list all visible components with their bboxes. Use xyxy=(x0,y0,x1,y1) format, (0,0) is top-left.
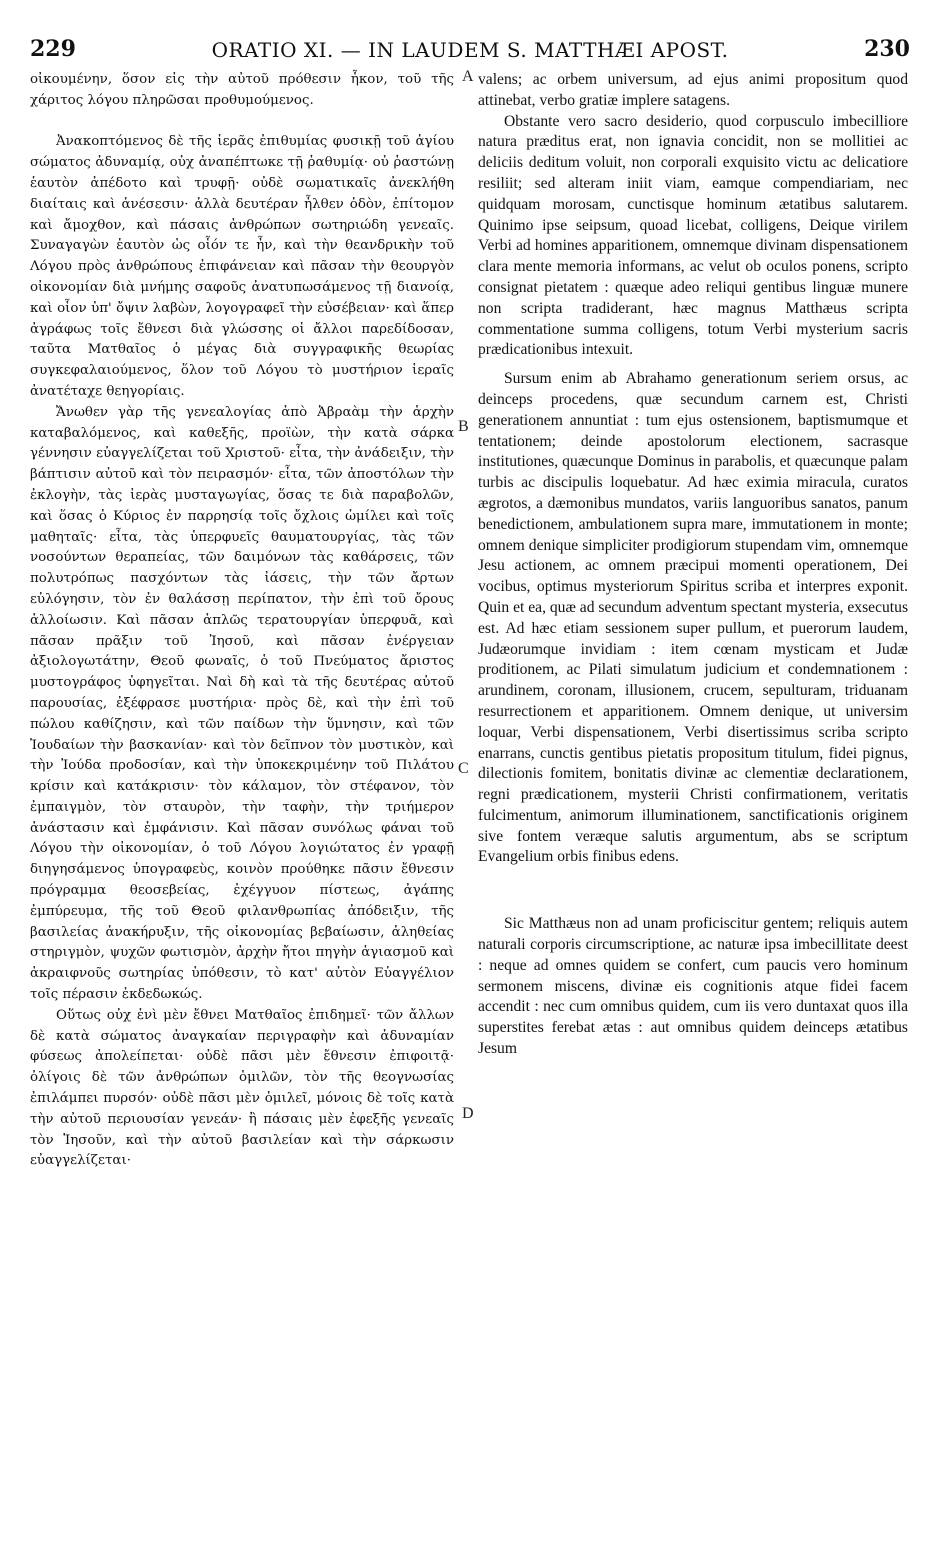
running-title: ORATIO XI. — IN LAUDEM S. MATTHÆI APOST. xyxy=(211,38,729,62)
margin-marker-c: C xyxy=(458,760,469,777)
page-number-right: 230 xyxy=(864,36,910,62)
greek-paragraph-2: Ἀνακοπτόμενος δὲ τῆς ἱερᾶς ἐπιθυμίας φυσικῇ τοῦ ἁγίου σώματος ἀδυναμίᾳ, οὐχ ἀναπέπτωκε τῇ ῥαθυμίᾳ· οὐ ῥαστώνῃ ἑαυτὸν ἀπέδοτο καὶ τρυφῇ· οὐδὲ σωματικαῖς ἀνεκλήθη διαίταις καὶ ἀνέσεσιν· ἀλλὰ δευτέραν ἦλθεν ὁδὸν, ἐπίτομον καὶ ἄμοχθον, καὶ πάσαις ἀνθρώπων σωτηριώδη γενεαῖς. Συναγαγὼν ἑαυτὸν ὡς οἷόν τε ἦν, καὶ τὴν θεανδρικὴν τοῦ Λόγου πρὸς ἀνθρώπους ἐπιφάνειαν καὶ πᾶσαν τὴν θεουργὸν οἰκονομίαν διὰ μνήμης σαφοῦς ἀνατυπωσάμενος τῇ διανοίᾳ, καὶ οἷον ὑπ' ὄψιν λαβὼν, λογογραφεῖ τὴν εὐσέβειαν· καὶ ἅπερ ἀγράφως τοῖς ἔθνεσι διὰ γλώσσης οἱ ἄλλοι παρεδίδοσαν, ταῦτα Ματθαῖος ὁ μέγας διὰ συγγραφικῆς θεωρίας συγκεφαλαιούμενος, ὅλον τοῦ Λόγου τὸ μυστήριον ἱεραῖς ἀνατέταχε θεηγορίαις. xyxy=(30,134,454,399)
greek-paragraph-4: Οὕτως οὐχ ἑνὶ μὲν ἔθνει Ματθαῖος ἐπιδημεῖ· τῶν ἄλλων δὲ κατὰ σώματος ἀναγκαίαν περιγραφὴν καὶ ἀδυναμίαν φύσεως ἀπολείπεται· οὐδὲ πᾶσι μὲν ἔθνεσιν ἐπιφοιτᾷ· ὀλίγοις δὲ τῶν ἀνθρώπων ὁμιλῶν, τὸν τῆς θεογνωσίας ἐπιλάμπει πυρσόν· οὐδὲ πᾶσι μὲν ὁμιλεῖ, μόνοις δὲ τοῖς κατὰ τὴν αὐτοῦ περιουσίαν γενεάν· ἢ πάσαις μὲν ἐφεξῆς γενεαῖς τὸν Ἰησοῦν, καὶ τὴν αὐτοῦ βασιλείαν καὶ τὴν σάρκωσιν εὐαγγελίζεται· xyxy=(30,1007,454,1169)
greek-paragraph-1: οἰκουμένην, ὅσον εἰς τὴν αὐτοῦ πρόθεσιν ἧκον, τοῦ τῆς χάριτος λόγου πληρῶσαι προθυμούμενος. xyxy=(30,72,454,108)
page-header xyxy=(30,36,910,70)
latin-paragraph-4: Sic Matthæus non ad unam proficiscitur gentem; reliquis autem naturali corporis circumscriptione, ac naturæ ipsa imbecillitate deest : neque ad omnes quidem se confert, cum paucis vero hominum sermonem miscens, divinæ eis cognitionis atque fidei facem accendit : nec cum omnibus quidem, cum iis vero duntaxat quos illa superstites ferebat ætas : aut omnibus quidem deinceps ætatibus Jesum xyxy=(478,915,908,1058)
page-number-left: 229 xyxy=(30,36,76,62)
greek-paragraph-3: Ἄνωθεν γὰρ τῆς γενεαλογίας ἀπὸ Ἀβραὰμ τὴν ἀρχὴν καταβαλόμενος, καὶ καθεξῆς, προϊὼν, τὴν κατὰ σάρκα γέννησιν εὐαγγελίζεται τοῦ Χριστοῦ· εἶτα, τὴν ἀνάδειξιν, τὴν βάπτισιν αὐτοῦ καὶ τὸν πειρασμόν· εἶτα, τῶν ἀποστόλων τὴν ἐκλογὴν, τὰς ἱερὰς μυσταγωγίας, ὅσας τε διὰ παραβολῶν, καὶ ὅσας ὁ Κύριος ἐν παρρησίᾳ τοῖς ὄχλοις ὡμίλει καὶ τοῖς μαθηταῖς· εἶτα, τὰς ὑπερφυεῖς θαυματουργίας, τὰς τῶν νοσούντων θεραπείας, τῶν δαιμόνων τὰς καθάρσεις, τῶν πολυτρόπως πασχόντων τὰς ἰάσεις, τὴν τῶν ἄρτων εὐλόγησιν, τὸν ἐν θαλάσσῃ περίπατον, τὴν ἐπὶ τοῦ ὄρους ἀλλοίωσιν. Καὶ πᾶσαν ἁπλῶς τερατουργίαν ὑπερφυᾶ, καὶ πᾶσαν πρᾶξιν τοῦ Ἰησοῦ, καὶ πᾶσαν ἐνέργειαν ἀξιολογωτάτην, Θεοῦ φωναῖς, ὁ τοῦ Πνεύματος ἄριστος μυστογράφος ὑφηγεῖται. Ναὶ δὴ καὶ τὰ τῆς δευτέρας αὐτοῦ παρουσίας, ἐξέφρασε μυστήρια· πρὸς δὲ, καὶ τὴν ἐπὶ τοῦ πώλου καθίζησιν, καὶ τῶν παίδων τὴν ὕμνησιν, καὶ τῶν Ἰουδαίων τὴν βασκανίαν· καὶ τὸν δεῖπνον τὸν μυστικὸν, καὶ τὴν Ἰούδα προδοσίαν, καὶ τὴν ὑποκεκριμένην τοῦ Πιλάτου κρίσιν καὶ κατάκρισιν· τὸν κάλαμον, τὸν στέφανον, τὸν ἐμπαιγμὸν, τὸν σταυρὸν, τὴν ταφὴν, τὴν τριήμερον ἀνάστασιν καὶ ἐμφάνισιν. Καὶ πᾶσαν συνόλως φάναι τοῦ Λόγου τὴν οἰκονομίαν, ὁ τοῦ Λόγου λογιώτατος ἐν γραφῇ διηγησάμενος ὑπογραφεὺς, κοινὸν προύθηκε πᾶσιν ἔθνεσιν πρόγραμμα θεοσεβείας, ἐχέγγυον πίστεως, ἀγάπης ἐμπύρευμα, τῆς τοῦ Θεοῦ φιλανθρωπίας ἀπόδειξιν, τῆς βασιλείας ἀνακήρυξιν, τῆς οἰκονομίας βεβαίωσιν, ἀληθείας στηριγμὸν, ψυχῶν φωτισμὸν, ἀρχὴν ἤτοι πηγὴν ἁγιασμοῦ καὶ ἀκραιφνοῦς σωτηρίας ὑπόθεσιν, τὸ κατ' αὐτὸν Εὐαγγέλιον τοῖς πέρασιν ἐκδεδωκώς. xyxy=(30,404,454,1003)
latin-column xyxy=(478,70,908,1060)
latin-paragraph-3: Sursum enim ab Abrahamo generationum seriem orsus, ac deinceps procedens, quæ secundum carnem est, Christi generationem annuntiat : tum ejus ostensionem, baptismumque et tentationem; deinde apostolorum electionem, sacrasque institutiones, quæcunque Dominus in parabolis, et quæcunque palam turbis ac discipulis loquebatur. Ad hæc eximia miracula, curatos ægrotos, a dæmonibus mundatos, variis languoribus sanatos, panum benedictionem, ambulationem supra mare, immutationem in monte; omnem denique simpliciter prodigiorum stupendam vim, omnemque Jesu actionem, ac omnem præcipui momenti operationem, Dei vocibus, optimus mysteriorum Spiritus scriba et interpres exponit. Quin et ea, quæ ad secundum adventum spectant mysteria, exsecutus est. Ad hæc etiam sessionem super pullum, et puerorum laudem, Judæorumque invidiam : item cœnam mysticam et Judæ proditionem, ac Pilati simulatum judicium et condemnationem : arundinem, coronam, illusionem, crucem, sepulturam, triduanam resurrectionem et apparitionem. Omnem denique, ut universim loquar, Verbi dispensationem, Verbi disertissimus scriba scripto enarrans, cunctis gentibus pietatis propositum titulum, fidei pignus, dilectionis fomitem, bonitatis divinæ ac clementiæ declarationem, regni prædicationem, mysterii Christi confirmationem, veritatis fulcimentum, animorum illuminationem, sanctificationis originem sive fontem veræque salutis argumentum, abs se scriptum Evangelium orbis finibus edens. xyxy=(478,370,909,866)
margin-marker-a: A xyxy=(462,68,474,85)
greek-column xyxy=(30,70,454,1172)
latin-paragraph-1: valens; ac orbem universum, ad ejus animi propositum quod attinebat, verbo gratiæ implere satagens. xyxy=(478,71,908,109)
latin-paragraph-2: Obstante vero sacro desiderio, quod corpusculo imbecilliore natura præditus erat, non ignavia concidit, non se mollitiei ac deliciis deditum voluit, non corporali exquisito victu ac delicatiore resiliit; sed alteram iniit viam, eamque compendiariam, nec quidquam morosam, cunctisque hominum ætatibus salutarem. Quinimo ipse seipsum, quoad licebat, colligens, Deique virilem Verbi ad homines apparitionem, omnemque divinam dispensationem clara mente memoria informans, ac velut ob oculos ponens, scripto consignat pietatem : quæque adeo reliqui gentibus linguæ munere non scripta tradiderant, hæc magnus Matthæus scripta commentatione summa colligens, totum Verbi mysterium sacris prædicationibus intexuit. xyxy=(478,112,908,359)
margin-marker-b: B xyxy=(458,418,469,435)
margin-marker-d: D xyxy=(462,1105,474,1122)
